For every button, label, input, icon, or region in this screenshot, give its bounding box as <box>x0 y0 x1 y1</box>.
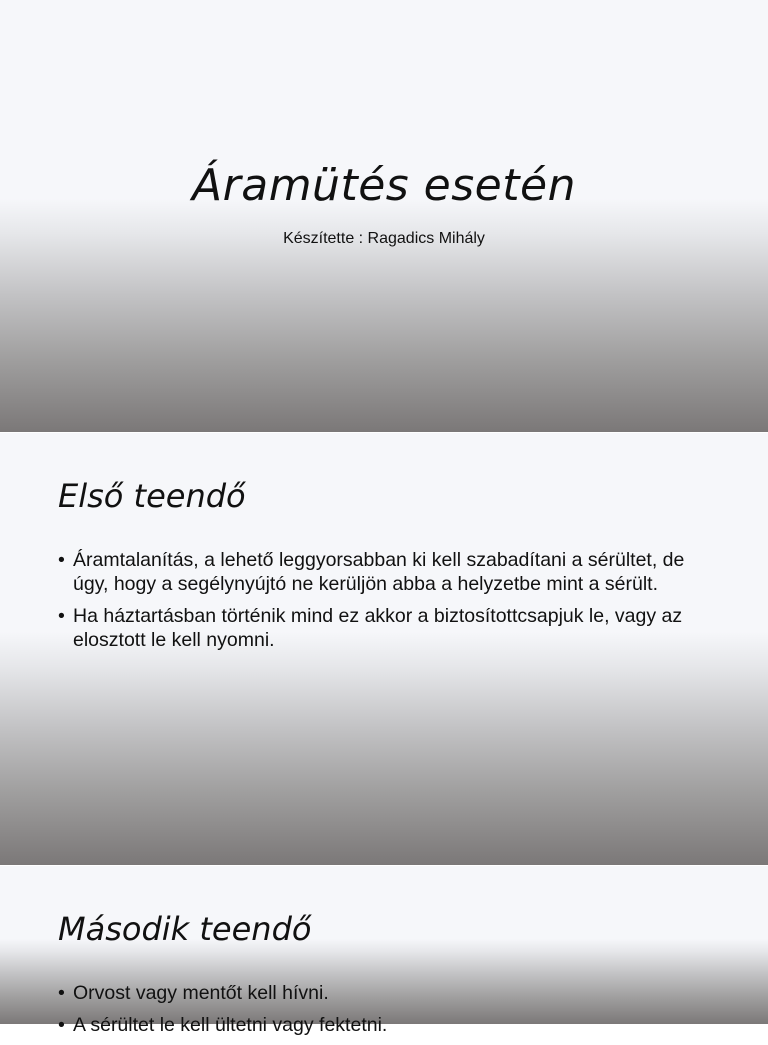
bullet-list <box>58 981 718 1045</box>
slide-first-step <box>0 433 768 865</box>
presentation-title: Áramütés esetén <box>192 160 576 211</box>
presentation-author: Készítette : Ragadics Mihály <box>283 230 485 247</box>
bullet-dot-icon: • <box>58 1014 65 1036</box>
bullet-list <box>58 548 718 660</box>
bullet-dot-icon: • <box>58 982 65 1004</box>
bullet-item <box>58 1013 718 1037</box>
bullet-dot-icon: • <box>58 549 65 571</box>
bullet-text: Ha háztartásban történik mind ez akkor a biztosítottcsapjuk le, vagy az elosztott le kell nyomni. <box>73 605 683 651</box>
slide-heading: Első teendő <box>58 477 246 515</box>
bullet-text: Orvost vagy mentőt kell hívni. <box>73 982 329 1004</box>
title-slide <box>0 0 768 432</box>
bullet-item <box>58 604 718 652</box>
bullet-text: A sérültet le kell ültetni vagy fektetni. <box>73 1014 388 1036</box>
bullet-item <box>58 981 718 1005</box>
bullet-text: Áramtalanítás, a lehető leggyorsabban ki kell szabadítani a sérültet, de úgy, hogy a segélynyújtó ne kerüljön abba a helyzetbe mint a sérült. <box>73 549 685 595</box>
slide-heading: Második teendő <box>58 910 312 948</box>
bullet-dot-icon: • <box>58 605 65 627</box>
slide-second-step <box>0 866 768 1036</box>
bullet-item <box>58 548 718 596</box>
